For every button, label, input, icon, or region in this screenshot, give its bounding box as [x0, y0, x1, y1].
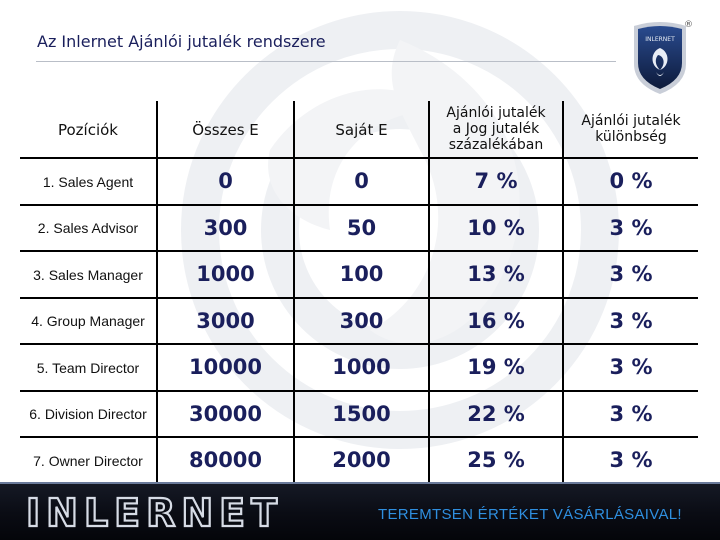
table-row	[20, 437, 698, 482]
table-row	[20, 158, 698, 205]
brand-text: INLERNET	[26, 491, 284, 534]
row-position: 2. Sales Advisor	[37, 220, 139, 237]
header-referral-line1: Ajánlói jutalék	[446, 105, 546, 121]
commission-table	[20, 101, 698, 482]
row-total-e: 1000	[196, 262, 255, 287]
row-referral: 13 %	[467, 262, 525, 287]
row-total-e: 0	[218, 169, 233, 194]
row-diff: 0 %	[609, 169, 653, 194]
row-total-e: 10000	[188, 355, 263, 380]
row-position: 7. Owner Director	[33, 452, 143, 469]
header-own-e: Saját E	[335, 120, 388, 139]
title-divider	[36, 61, 616, 62]
row-own-e: 1000	[332, 355, 391, 380]
header-total-e: Összes E	[192, 120, 259, 139]
inlernet-shield-logo	[630, 20, 690, 96]
header-position-cell	[20, 101, 157, 158]
row-total-e: 80000	[188, 448, 263, 473]
row-total-e: 30000	[188, 401, 263, 426]
registered-mark: ®	[684, 20, 693, 30]
row-own-e: 0	[354, 169, 369, 194]
header-diff-cell	[563, 101, 698, 158]
row-own-e: 2000	[332, 448, 391, 473]
header-referral-line2: a Jog jutalék	[452, 121, 540, 137]
header-position: Pozíciók	[57, 120, 118, 139]
row-diff: 3 %	[609, 308, 653, 333]
table-row	[20, 205, 698, 252]
row-referral: 10 %	[467, 215, 525, 240]
row-referral: 22 %	[467, 401, 525, 426]
row-position: 3. Sales Manager	[33, 266, 143, 283]
row-diff: 3 %	[609, 215, 653, 240]
header-total-cell	[157, 101, 294, 158]
row-own-e: 1500	[332, 401, 391, 426]
row-own-e: 50	[346, 215, 377, 240]
footer-top-line	[0, 482, 720, 484]
row-diff: 3 %	[609, 448, 653, 473]
footer-slogan: TEREMTSEN ÉRTÉKET VÁSÁRLÁSAIVAL!	[378, 506, 682, 523]
logo-text: INLERNET	[645, 36, 675, 43]
row-referral: 16 %	[467, 308, 525, 333]
table-row	[20, 298, 698, 345]
row-position: 6. Division Director	[29, 406, 147, 423]
row-diff: 3 %	[609, 401, 653, 426]
row-referral: 7 %	[474, 169, 518, 194]
row-diff: 3 %	[609, 355, 653, 380]
row-total-e: 3000	[196, 308, 255, 333]
row-referral: 25 %	[467, 448, 525, 473]
header-diff-line2: különbség	[595, 129, 667, 145]
row-position: 4. Group Manager	[31, 313, 145, 330]
table-row	[20, 344, 698, 391]
table-row	[20, 251, 698, 298]
row-own-e: 300	[339, 308, 384, 333]
header-own-cell	[294, 101, 429, 158]
header-referral-line3: százalékában	[448, 137, 544, 153]
inlernet-wordmark-logo	[22, 488, 302, 534]
row-diff: 3 %	[609, 262, 653, 287]
table-header-row	[20, 101, 698, 158]
slide-title: Az Inlernet Ajánlói jutalék rendszere	[37, 32, 326, 51]
row-position: 5. Team Director	[36, 359, 140, 376]
row-own-e: 100	[339, 262, 384, 287]
row-referral: 19 %	[467, 355, 525, 380]
header-diff-line1: Ajánlói jutalék	[581, 113, 681, 129]
row-position: 1. Sales Agent	[42, 173, 134, 190]
header-referral-cell	[429, 101, 563, 158]
table-row	[20, 391, 698, 438]
row-total-e: 300	[203, 215, 248, 240]
